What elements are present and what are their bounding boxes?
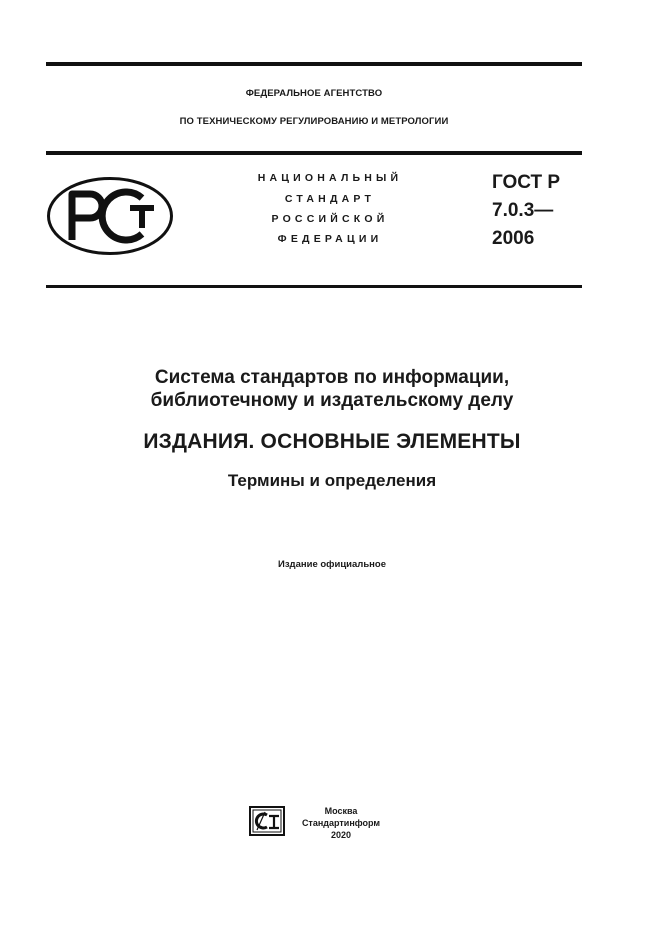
header-divider [46,151,582,155]
national-standard-line-3: РОССИЙСКОЙ [271,213,389,225]
national-standard-line-1: НАЦИОНАЛЬНЫЙ [257,172,403,184]
standard-designation-year: 2006 [492,228,535,249]
publisher-name: Стандартинформ [301,818,381,828]
rst-certification-mark-icon [46,176,174,256]
national-standard-line-2: СТАНДАРТ [284,193,376,205]
publication-year: 2020 [330,830,352,840]
edition-label: Издание официальное [278,559,386,570]
standartinform-logo-icon [249,806,285,836]
document-subtitle: Термины и определения [227,471,437,490]
agency-name-line-2: ПО ТЕХНИЧЕСКОМУ РЕГУЛИРОВАНИЮ И МЕТРОЛОГИИ [179,116,449,127]
national-standard-line-4: ФЕДЕРАЦИИ [277,233,383,245]
top-divider [46,62,582,66]
system-title-line-2: библиотечному и издательскому делу [150,390,514,411]
publisher-city: Москва [324,806,358,816]
standard-designation-line-1: ГОСТ Р [492,172,561,193]
system-title-line-1: Система стандартов по информации, [154,367,510,388]
agency-name-line-1: ФЕДЕРАЛЬНОЕ АГЕНТСТВО [245,88,383,99]
document-title: ИЗДАНИЯ. ОСНОВНЫЕ ЭЛЕМЕНТЫ [143,430,521,453]
standard-designation-line-2: 7.0.3— [492,200,554,221]
header-bottom-divider [46,285,582,288]
